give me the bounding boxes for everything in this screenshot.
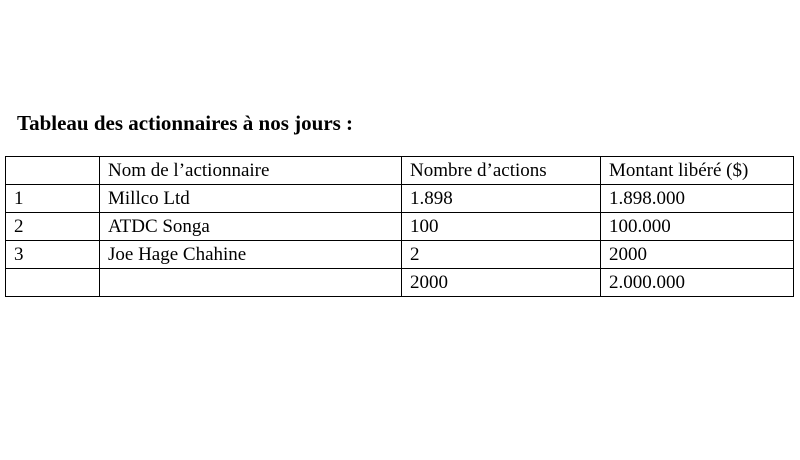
row-number-cell: 2 (6, 213, 100, 241)
shareholder-name-cell (100, 269, 402, 297)
table-total-row (6, 269, 794, 297)
row-number-cell: 1 (6, 185, 100, 213)
share-count-cell: 1.898 (402, 185, 601, 213)
shareholder-name-cell: Millco Ltd (100, 185, 402, 213)
amount-paid-cell: 2000 (601, 241, 794, 269)
shareholder-name-cell: ATDC Songa (100, 213, 402, 241)
share-count-cell: 2 (402, 241, 601, 269)
header-amount-paid: Montant libéré ($) (601, 157, 794, 185)
amount-paid-cell: 1.898.000 (601, 185, 794, 213)
table-row (6, 213, 794, 241)
header-shareholder-name: Nom de l’actionnaire (100, 157, 402, 185)
document-title: Tableau des actionnaires à nos jours : (17, 111, 354, 135)
table-row (6, 185, 794, 213)
shareholders-table (5, 156, 794, 297)
table-row (6, 241, 794, 269)
share-count-cell: 100 (402, 213, 601, 241)
row-number-cell (6, 269, 100, 297)
row-number-cell: 3 (6, 241, 100, 269)
total-amount-paid-cell: 2.000.000 (601, 269, 794, 297)
header-number (6, 157, 100, 185)
table-header-row (6, 157, 794, 185)
shareholder-name-cell: Joe Hage Chahine (100, 241, 402, 269)
header-share-count: Nombre d’actions (402, 157, 601, 185)
total-share-count-cell: 2000 (402, 269, 601, 297)
amount-paid-cell: 100.000 (601, 213, 794, 241)
